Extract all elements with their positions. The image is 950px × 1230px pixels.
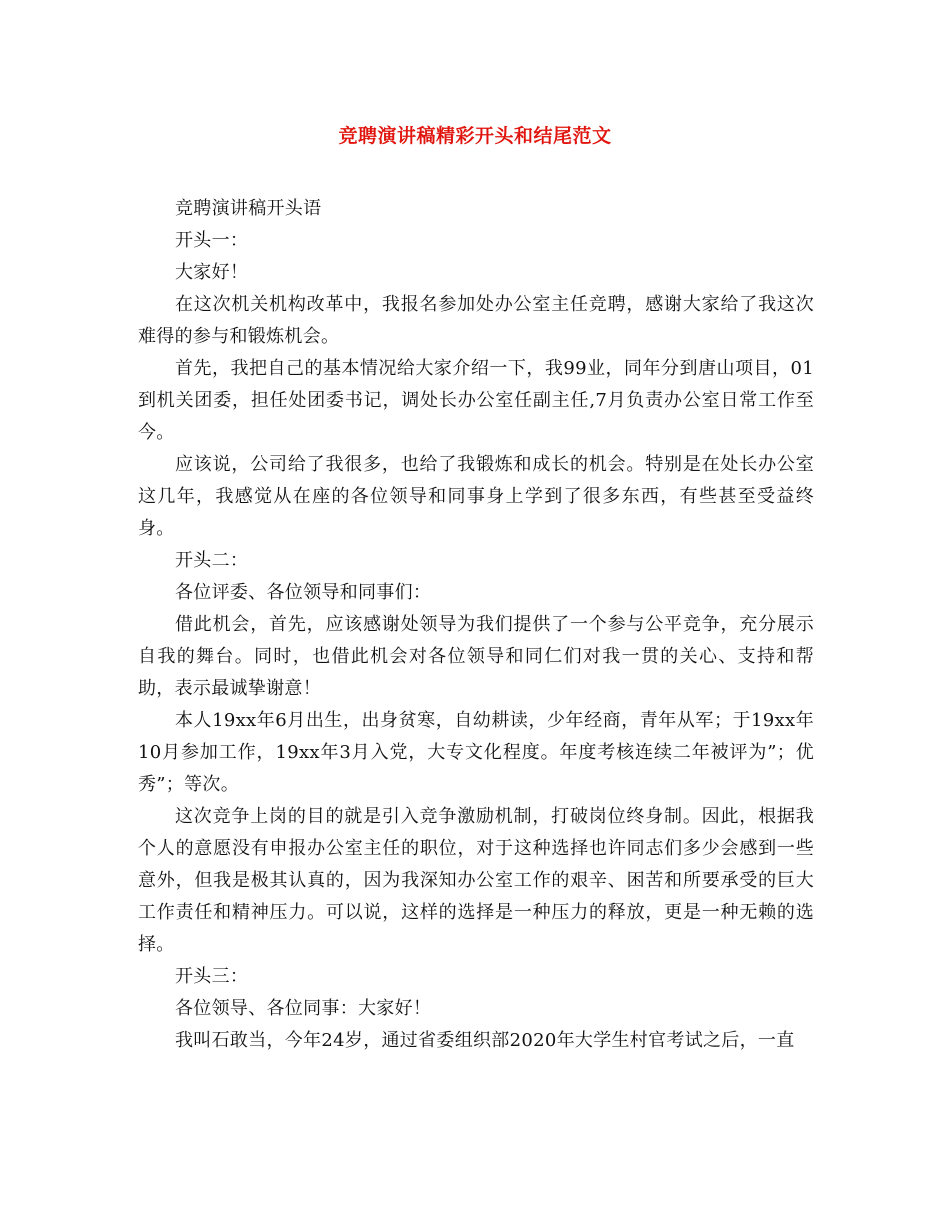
subheading-opening-lines: 竞聘演讲稿开头语 (175, 198, 322, 219)
paragraph: 本人19xx年6月出生，出身贫寒，自幼耕读，少年经商，青年从军；于19xx年10月参加工作，19xx年3月入党，大专文化程度。年度考核连续二年被评为”；优秀”；等次。 (138, 710, 814, 795)
paragraph: 大家好！ (175, 262, 249, 283)
paragraph: 我叫石敢当，今年24岁，通过省委组织部2020年大学生村官考试之后，一直 (175, 1030, 795, 1051)
paragraph: 首先，我把自己的基本情况给大家介绍一下，我99业，同年分到唐山项目，01到机关团委，担任处团委书记，调处长办公室任副主任,7月负责办公室日常工作至今。 (138, 358, 814, 443)
section-label-opening-three: 开头三： (175, 966, 249, 987)
section-label-opening-two: 开头二： (175, 550, 249, 571)
section-label-opening-one: 开头一： (175, 230, 249, 251)
paragraph: 在这次机关机构改革中，我报名参加处办公室主任竞聘，感谢大家给了我这次难得的参与和锻炼机会。 (138, 294, 814, 347)
paragraph: 各位评委、各位领导和同事们： (175, 582, 432, 603)
document-body (138, 193, 814, 1057)
paragraph: 借此机会，首先，应该感谢处领导为我们提供了一个参与公平竞争，充分展示自我的舞台。同时，也借此机会对各位领导和同仁们对我一贯的关心、支持和帮助，表示最诚挚谢意！ (138, 614, 814, 699)
document-title: 竞聘演讲稿精彩开头和结尾范文 (338, 125, 612, 147)
paragraph: 这次竞争上岗的目的就是引入竞争激励机制，打破岗位终身制。因此，根据我个人的意愿没有申报办公室主任的职位，对于这种选择也许同志们多少会感到一些意外，但我是极其认真的，因为我深知办公室工作的艰辛、困苦和所要承受的巨大工作责任和精神压力。可以说，这样的选择是一种压力的释放，更是一种无赖的选择。 (138, 806, 814, 955)
paragraph: 应该说，公司给了我很多，也给了我锻炼和成长的机会。特别是在处长办公室这几年，我感觉从在座的各位领导和同事身上学到了很多东西，有些甚至受益终身。 (138, 454, 814, 539)
paragraph: 各位领导、各位同事：大家好！ (175, 998, 432, 1019)
